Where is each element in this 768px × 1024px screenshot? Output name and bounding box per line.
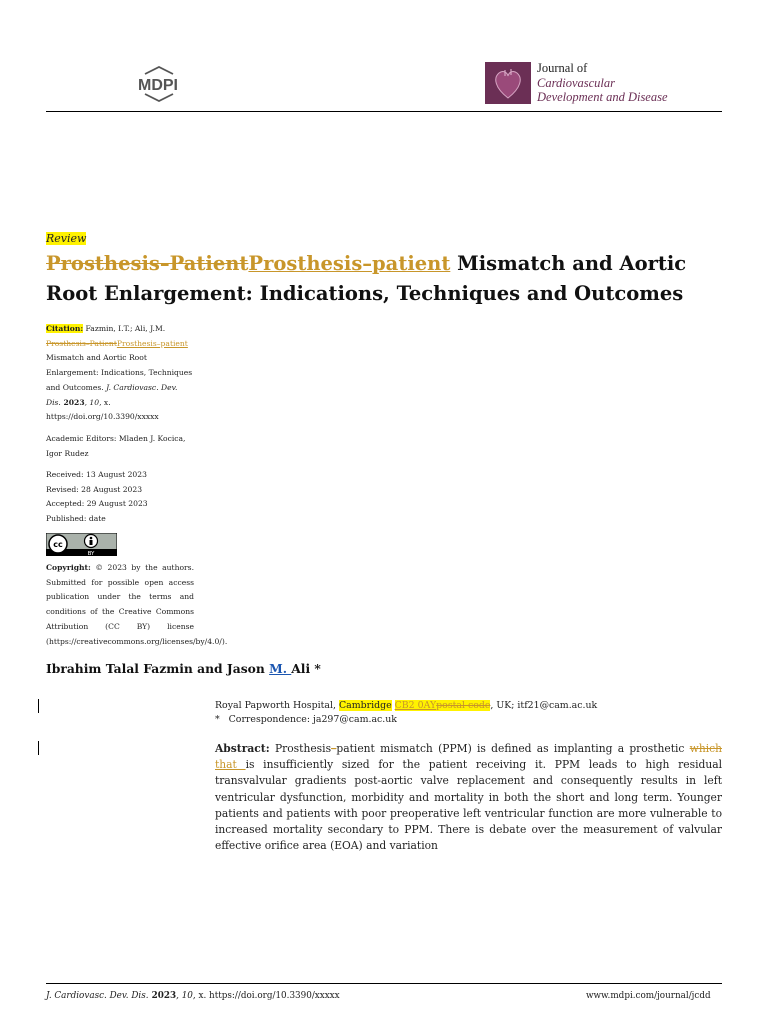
citation-block [46,322,194,425]
article-title [46,249,736,309]
svg-text:MDPI: MDPI [138,77,178,94]
journal-name [537,61,668,105]
journal-name-line2: Cardiovascular [537,75,616,90]
change-bar [38,741,39,755]
title-inserted-text: Prosthesis–patient [248,252,451,275]
header-divider [46,111,722,112]
footer-divider [46,983,722,984]
abstract-deleted-word: which [689,742,722,755]
mdpi-logo [137,66,195,102]
copyright-label: Copyright: [46,563,91,572]
affiliation [215,699,597,727]
publication-dates [46,468,194,527]
citation-inserted-text: Prosthesis–patient [116,338,188,348]
cc-icon: cc [53,540,63,549]
date-received: Received: 13 August 2023 [46,470,147,479]
abstract-deleted-dash: – [331,742,337,755]
citation-doi: , x. https://doi.org/10.3390/xxxxx [46,397,159,422]
change-bar [38,699,39,713]
citation-text: Mismatch and Aortic Root Enlargement: Indications, Techniques and Outcomes. [46,353,193,392]
author-surname: Ali * [291,661,321,676]
postcode-deleted: postal code [436,700,491,711]
copyright-notice [46,561,228,649]
journal-name-line1: Journal of [537,61,588,75]
correspondence: * Correspondence: ja297@cam.ac.uk [215,714,397,725]
date-accepted: Accepted: 29 August 2023 [46,499,148,509]
cc-by-license-badge[interactable] [46,533,117,556]
citation-authors: Fazmin, I.T.; Ali, J.M. [83,324,166,333]
date-published: Published: date [46,514,106,524]
abstract-inserted-word: that [215,758,246,772]
article-type: Review [46,232,87,245]
date-revised: Revised: 28 August 2023 [46,484,143,494]
citation-year: 2023 [60,397,85,407]
author-list [46,661,321,676]
postcode-inserted: CB2 0AY [394,700,437,711]
journal-cover-image [485,62,531,104]
affiliation-city: Cambridge [338,700,392,711]
affiliation-line: Royal Papworth Hospital, Cambridge CB2 0AYpostal code, UK; itf21@cam.ac.uk [215,700,598,711]
citation-volume: , 10 [84,397,100,407]
copyright-text: © 2023 by the authors. Submitted for possible open access publication under the terms and conditions of the Creative Commons Attribution (CC BY) license (https://creativecommons.org/licenses/by/4.0/). [46,563,228,646]
title-rest: Mismatch and Aortic Root Enlargement: Indications, Techniques and Outcomes [46,252,687,305]
footer-journal-url[interactable]: www.mdpi.com/journal/jcdd [586,991,711,1001]
abstract-label: Abstract: [215,742,270,755]
citation-journal: J. Cardiovasc. Dev. Dis. [46,382,178,407]
citation-label: Citation: [46,324,84,333]
title-deleted-text: Prosthesis–Patient [46,252,249,275]
author-names: Ibrahim Talal Fazmin and Jason [46,661,270,676]
abstract: Abstract: Prosthesis–patient mismatch (PPM) is defined as implanting a prosthetic which that is insufficiently sized for the patient receiving it. PPM leads to high residual transvalvular gradients post-aortic valve replacement and consequently results in left ventricular dysfunction, morbidity and mortality in both the short and long term. Younger patients and patients with poor preoperative left ventricular function are more vulnerable to increased mortality secondary to PPM. There is debate over the measurement of valvular effective orifice area (EOA) and variation [215,742,722,853]
citation-deleted-text: Prosthesis–Patient [46,338,117,348]
svg-text:BY: BY [87,551,95,556]
footer-citation: J. Cardiovasc. Dev. Dis. 2023, 10, x. https://doi.org/10.3390/xxxxx [46,991,340,1001]
author-initial-link[interactable]: M. [269,661,292,676]
academic-editors: Academic Editors: Mladen J. Kocica, Igor Rudez [46,434,186,458]
journal-name-line3: Development and Disease [537,90,668,104]
